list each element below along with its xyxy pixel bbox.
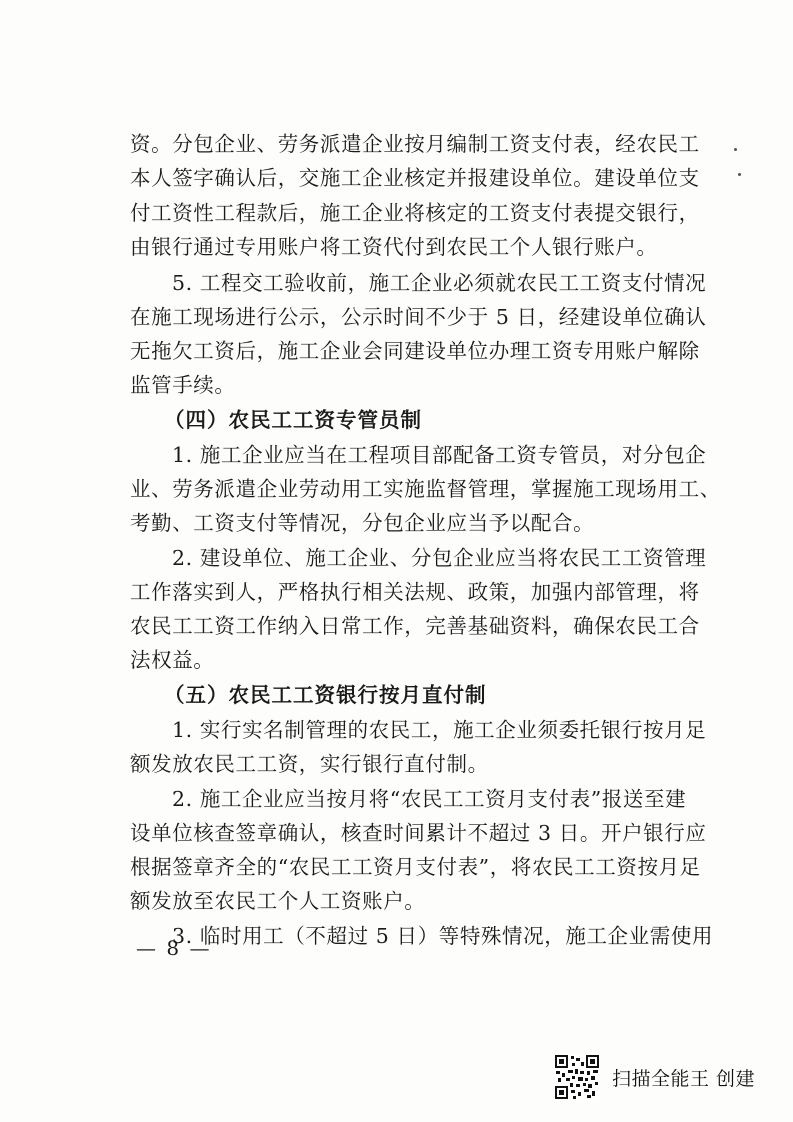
page-number: — 8 — xyxy=(136,936,212,960)
body-text-line: 付工资性工程款后，施工企业将核定的工资支付表提交银行， xyxy=(130,201,700,225)
scan-speck xyxy=(734,148,737,151)
body-text-line: 1. 实行实名制管理的农民工，施工企业须委托银行按月足 xyxy=(172,718,707,742)
body-text-line: 监管手续。 xyxy=(130,373,236,397)
body-text-line: 法权益。 xyxy=(130,648,215,672)
scan-speck xyxy=(738,173,741,176)
body-text-line: 额发放至农民工个人工资账户。 xyxy=(130,889,426,913)
body-text-line: 5. 工程交工验收前，施工企业必须就农民工工资支付情况 xyxy=(172,271,707,295)
section-heading: （四）农民工工资专管员制 xyxy=(164,408,422,432)
body-text-line: 资。分包企业、劳务派遣企业按月编制工资支付表，经农民工 xyxy=(130,132,700,156)
body-text-line: 在施工现场进行公示，公示时间不少于 5 日，经建设单位确认 xyxy=(130,305,707,329)
body-text-line: 本人签字确认后，交施工企业核定并报建设单位。建设单位支 xyxy=(130,166,700,190)
body-text-line: 额发放农民工工资，实行银行直付制。 xyxy=(130,752,489,776)
qr-code-icon xyxy=(554,1054,600,1100)
body-text-line: 工作落实到人，严格执行相关法规、政策，加强内部管理，将 xyxy=(130,580,700,604)
body-text-line: 3. 临时用工（不超过 5 日）等特殊情况，施工企业需使用 xyxy=(172,924,714,948)
body-text-line: 考勤、工资支付等情况，分包企业应当予以配合。 xyxy=(130,511,595,535)
body-text-line: 1. 施工企业应当在工程项目部配备工资专管员，对分包企 xyxy=(172,443,707,467)
section-heading: （五）农民工工资银行按月直付制 xyxy=(164,683,487,707)
body-text-line: 2. 施工企业应当按月将“农民工工资月支付表”报送至建 xyxy=(172,787,687,811)
body-text-line: 无拖欠工资后，施工企业会同建设单位办理工资专用账户解除 xyxy=(130,339,700,363)
body-text-line: 农民工工资工作纳入日常工作，完善基础资料，确保农民工合 xyxy=(130,614,700,638)
body-text-line: 2. 建设单位、施工企业、分包企业应当将农民工工资管理 xyxy=(172,546,707,570)
body-text-line: 由银行通过专用账户将工资代付到农民工个人银行账户。 xyxy=(130,235,658,259)
body-text-line: 根据签章齐全的“农民工工资月支付表”，将农民工工资按月足 xyxy=(130,855,701,879)
body-text-line: 设单位核查签章确认，核查时间累计不超过 3 日。开户银行应 xyxy=(130,821,707,845)
body-text-line: 业、劳务派遣企业劳动用工实施监督管理，掌握施工现场用工、 xyxy=(130,477,721,501)
scanner-watermark-label: 扫描全能王 创建 xyxy=(612,1068,756,1090)
